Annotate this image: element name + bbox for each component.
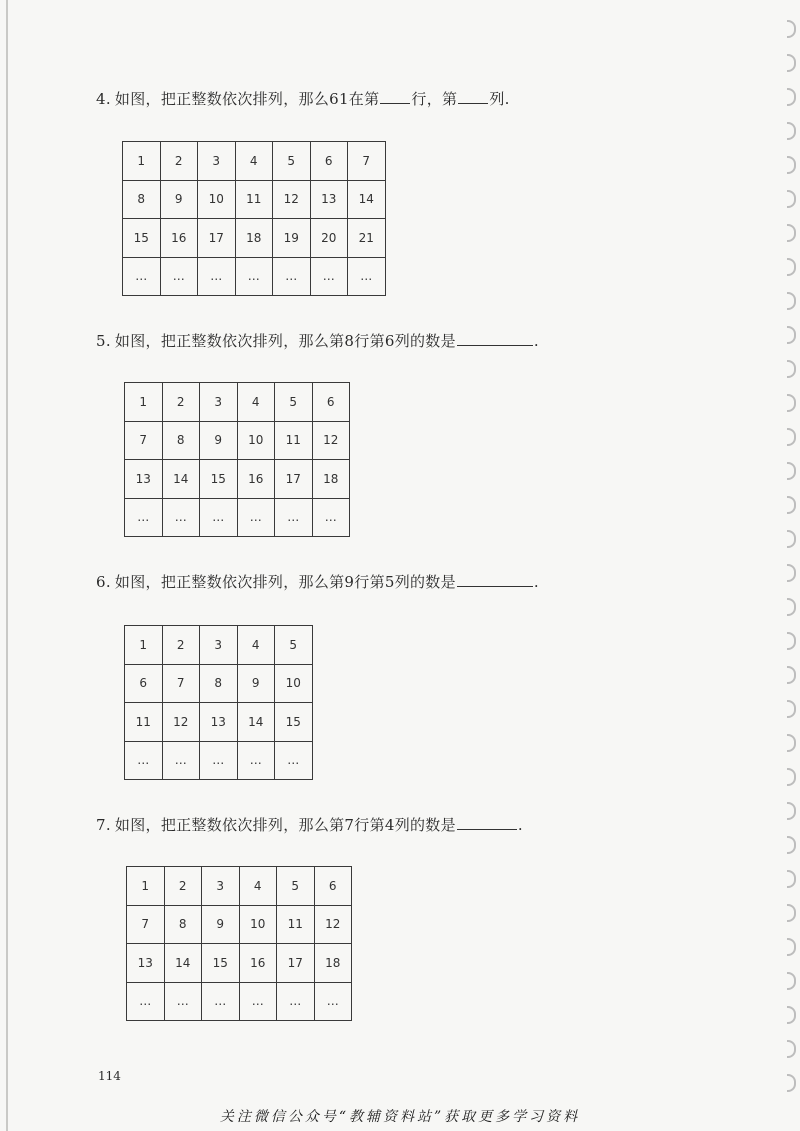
table-cell: 6 xyxy=(310,142,348,181)
table-cell: 12 xyxy=(314,905,352,944)
question-text: 列. xyxy=(489,90,510,108)
question-text: 行，第 xyxy=(411,90,458,108)
table-cell: … xyxy=(164,982,202,1021)
number-table-q6 xyxy=(124,625,313,780)
binding-ring xyxy=(787,54,796,72)
binding-ring xyxy=(787,972,796,990)
table-cell: 10 xyxy=(237,421,275,460)
table-cell: 4 xyxy=(237,626,275,665)
binding-ring xyxy=(787,666,796,684)
table-row xyxy=(127,944,352,983)
table-cell: … xyxy=(162,498,200,537)
table-cell: 9 xyxy=(237,664,275,703)
table-cell: 1 xyxy=(125,626,163,665)
table-row xyxy=(125,421,350,460)
table-cell: 2 xyxy=(160,142,198,181)
table-cell: … xyxy=(239,982,277,1021)
binding-ring xyxy=(787,1006,796,1024)
table-cell: 18 xyxy=(312,460,350,499)
table-cell: 15 xyxy=(200,460,238,499)
binding-ring xyxy=(787,88,796,106)
table-cell: 6 xyxy=(314,867,352,906)
table-cell: 5 xyxy=(277,867,315,906)
table-cell: 9 xyxy=(200,421,238,460)
table-row xyxy=(125,498,350,537)
table-cell: … xyxy=(202,982,240,1021)
table-cell: … xyxy=(200,741,238,780)
binding-ring xyxy=(787,836,796,854)
question-text: 如图，把正整数依次排列，那么第9行第5列的数是 xyxy=(114,573,456,591)
binding-ring xyxy=(787,428,796,446)
table-cell: … xyxy=(123,257,161,296)
question-text: 如图，把正整数依次排列，那么第7行第4列的数是 xyxy=(114,816,456,834)
table-cell: 3 xyxy=(202,867,240,906)
table-cell: 18 xyxy=(235,219,273,258)
number-table-q4 xyxy=(122,141,386,296)
table-cell: 13 xyxy=(310,180,348,219)
binding-ring xyxy=(787,360,796,378)
table-cell: … xyxy=(275,741,313,780)
table-cell: 5 xyxy=(275,626,313,665)
table-cell: … xyxy=(310,257,348,296)
binding-ring xyxy=(787,496,796,514)
table-cell: 6 xyxy=(312,383,350,422)
number-table-q7 xyxy=(126,866,352,1021)
table-cell: 3 xyxy=(198,142,236,181)
table-cell: 12 xyxy=(273,180,311,219)
table-row xyxy=(123,219,386,258)
binding-ring xyxy=(787,224,796,242)
table-cell: 7 xyxy=(162,664,200,703)
page-edge xyxy=(6,0,8,1131)
footer-note: 关注微信公众号“教辅资料站”获取更多学习资料 xyxy=(219,1109,581,1125)
binding-ring xyxy=(787,938,796,956)
table-cell: … xyxy=(198,257,236,296)
table-cell: … xyxy=(125,498,163,537)
answer-blank[interactable] xyxy=(380,89,410,104)
table-cell: 1 xyxy=(127,867,165,906)
table-cell: 14 xyxy=(237,703,275,742)
question-text: 如图，把正整数依次排列，那么第8行第6列的数是 xyxy=(114,332,456,350)
table-row xyxy=(123,142,386,181)
binding-ring xyxy=(787,292,796,310)
table-cell: 17 xyxy=(198,219,236,258)
table-cell: … xyxy=(314,982,352,1021)
table-row xyxy=(127,867,352,906)
table-cell: 7 xyxy=(125,421,163,460)
table-cell: 3 xyxy=(200,626,238,665)
table-row xyxy=(125,703,313,742)
table-cell: 8 xyxy=(200,664,238,703)
table-cell: 20 xyxy=(310,219,348,258)
question-number: 7. xyxy=(96,816,111,834)
table-cell: 1 xyxy=(123,142,161,181)
binding-ring xyxy=(787,462,796,480)
table-cell: 14 xyxy=(162,460,200,499)
table-cell: 21 xyxy=(348,219,386,258)
table-row xyxy=(125,741,313,780)
binding-ring xyxy=(787,598,796,616)
table-cell: … xyxy=(160,257,198,296)
table-cell: … xyxy=(237,741,275,780)
table-cell: 19 xyxy=(273,219,311,258)
table-cell: 5 xyxy=(273,142,311,181)
question-number: 6. xyxy=(96,573,111,591)
question-number: 5. xyxy=(96,332,111,350)
table-cell: 14 xyxy=(164,944,202,983)
binding-ring xyxy=(787,1040,796,1058)
table-cell: … xyxy=(200,498,238,537)
table-cell: 11 xyxy=(125,703,163,742)
binding-ring xyxy=(787,802,796,820)
table-cell: 8 xyxy=(123,180,161,219)
table-cell: 11 xyxy=(277,905,315,944)
question-5 xyxy=(96,330,539,351)
binding-ring xyxy=(787,904,796,922)
table-cell: 10 xyxy=(275,664,313,703)
table-row xyxy=(125,383,350,422)
table-cell: 13 xyxy=(127,944,165,983)
table-cell: 13 xyxy=(125,460,163,499)
table-row xyxy=(125,460,350,499)
number-table-q5 xyxy=(124,382,350,537)
table-cell: 17 xyxy=(275,460,313,499)
binding-ring xyxy=(787,734,796,752)
table-cell: 15 xyxy=(202,944,240,983)
binding-ring xyxy=(787,700,796,718)
table-cell: 10 xyxy=(239,905,277,944)
table-cell: … xyxy=(275,498,313,537)
table-cell: 16 xyxy=(237,460,275,499)
binding-ring xyxy=(787,870,796,888)
answer-blank[interactable] xyxy=(457,331,533,346)
table-cell: 4 xyxy=(235,142,273,181)
question-4 xyxy=(96,88,510,109)
table-cell: 2 xyxy=(164,867,202,906)
table-cell: … xyxy=(237,498,275,537)
binding-ring xyxy=(787,156,796,174)
question-text: 如图，把正整数依次排列，那么61在第 xyxy=(114,90,380,108)
table-row xyxy=(123,180,386,219)
answer-blank[interactable] xyxy=(457,572,533,587)
binding-ring xyxy=(787,394,796,412)
table-cell: 15 xyxy=(275,703,313,742)
binding-ring xyxy=(787,632,796,650)
table-cell: 5 xyxy=(275,383,313,422)
table-cell: 10 xyxy=(198,180,236,219)
table-cell: … xyxy=(127,982,165,1021)
table-row xyxy=(127,905,352,944)
question-text: . xyxy=(517,816,523,834)
table-cell: 8 xyxy=(162,421,200,460)
binding-ring xyxy=(787,258,796,276)
table-cell: 16 xyxy=(239,944,277,983)
table-cell: 2 xyxy=(162,383,200,422)
binding-ring xyxy=(787,530,796,548)
binding-ring xyxy=(787,1074,796,1092)
binding-ring xyxy=(787,190,796,208)
table-cell: 12 xyxy=(312,421,350,460)
table-cell: 15 xyxy=(123,219,161,258)
question-text: . xyxy=(533,573,539,591)
table-cell: 2 xyxy=(162,626,200,665)
table-row xyxy=(127,982,352,1021)
table-cell: … xyxy=(273,257,311,296)
table-cell: … xyxy=(348,257,386,296)
table-cell: … xyxy=(235,257,273,296)
table-cell: 4 xyxy=(237,383,275,422)
table-cell: … xyxy=(162,741,200,780)
table-cell: 8 xyxy=(164,905,202,944)
binding-ring xyxy=(787,326,796,344)
table-row xyxy=(123,257,386,296)
table-cell: 14 xyxy=(348,180,386,219)
table-cell: 13 xyxy=(200,703,238,742)
answer-blank[interactable] xyxy=(458,89,488,104)
answer-blank[interactable] xyxy=(457,815,517,830)
table-cell: 9 xyxy=(202,905,240,944)
table-cell: 11 xyxy=(235,180,273,219)
table-cell: 1 xyxy=(125,383,163,422)
table-cell: 17 xyxy=(277,944,315,983)
question-7 xyxy=(96,814,523,835)
table-cell: 12 xyxy=(162,703,200,742)
table-cell: 4 xyxy=(239,867,277,906)
table-cell: 9 xyxy=(160,180,198,219)
table-cell: 3 xyxy=(200,383,238,422)
question-text: . xyxy=(533,332,539,350)
table-cell: … xyxy=(277,982,315,1021)
spiral-binding xyxy=(782,20,796,1110)
table-cell: 6 xyxy=(125,664,163,703)
binding-ring xyxy=(787,768,796,786)
table-cell: 7 xyxy=(127,905,165,944)
binding-ring xyxy=(787,564,796,582)
binding-ring xyxy=(787,20,796,38)
table-row xyxy=(125,664,313,703)
table-row xyxy=(125,626,313,665)
binding-ring xyxy=(787,122,796,140)
page-number: 114 xyxy=(98,1069,121,1083)
table-cell: … xyxy=(125,741,163,780)
table-cell: 7 xyxy=(348,142,386,181)
question-number: 4. xyxy=(96,90,111,108)
table-cell: 11 xyxy=(275,421,313,460)
table-cell: … xyxy=(312,498,350,537)
question-6 xyxy=(96,571,539,592)
table-cell: 18 xyxy=(314,944,352,983)
table-cell: 16 xyxy=(160,219,198,258)
